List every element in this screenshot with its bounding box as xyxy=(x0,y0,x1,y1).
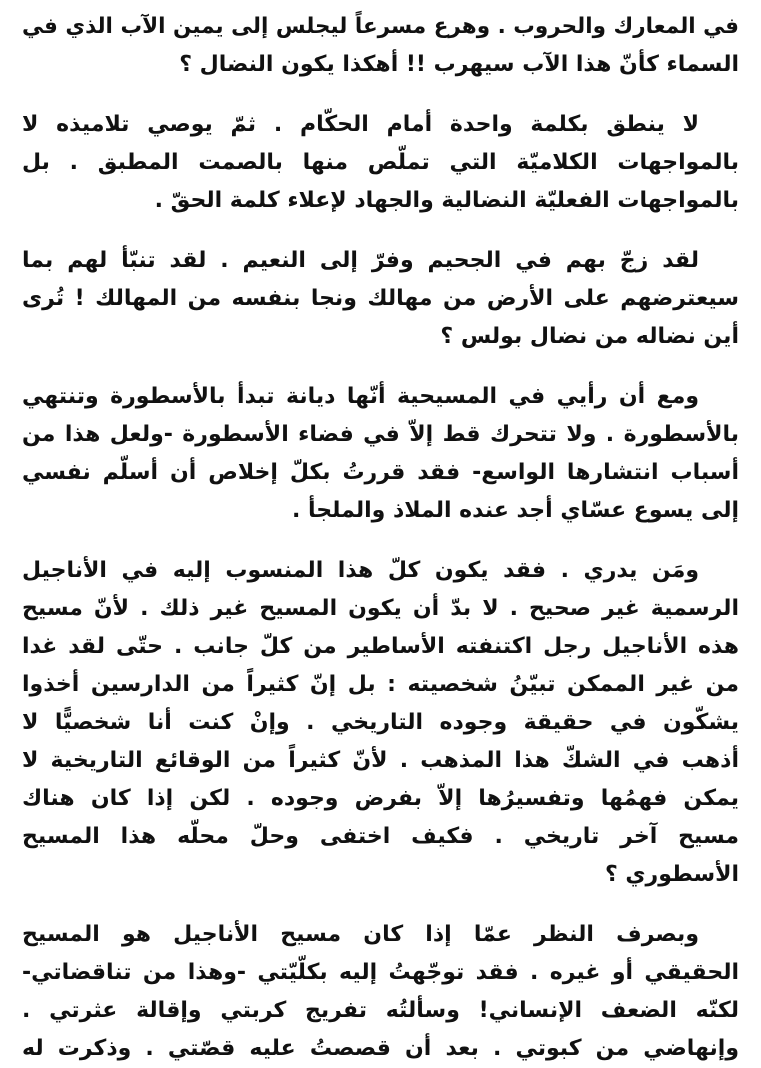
text-line: وبصرف النظر عمّا إذا كان مسيح الأناجيل هو المسيح xyxy=(22,922,699,947)
text-line: من غير الممكن تبيّنُ شخصيته : بل إنّ كثيراً من الدارسين أخذوا xyxy=(22,672,739,697)
paragraph xyxy=(22,106,739,220)
text-line: مسيح آخر تاريخي . فكيف اختفى وحلّ محلّه هذا المسيح xyxy=(22,824,739,849)
text-line: ومَن يدري . فقد يكون كلّ هذا المنسوب إليه في الأناجيل xyxy=(22,558,699,583)
text-line: الحقيقي أو غيره . فقد توجّهتُ إليه بكلّيّتي -وهذا من تناقضاتي- xyxy=(22,960,739,985)
text-line: هذه الأناجيل رجل اكتنفته الأساطير من كلّ جانب . حتّى لقد غدا xyxy=(22,634,739,659)
text-line: يشكّون في حقيقة وجوده التاريخي . وإنْ كنت أنا شخصيًّا لا xyxy=(22,710,739,735)
text-line: بالأسطورة . ولا تتحرك قط إلاّ في فضاء الأسطورة -ولعل هذا من xyxy=(22,422,739,447)
paragraph xyxy=(22,552,739,894)
text-line: وإنهاضي من كبوتي . بعد أن قصصتُ عليه قصّتي . وذكرت له xyxy=(22,1036,739,1061)
paragraph xyxy=(22,8,739,84)
text-line: السماء كأنّ هذا الآب سيهرب !! أهكذا يكون النضال ؟ xyxy=(179,52,739,77)
text-line: أذهب في الشكّ هذا المذهب . لأنّ كثيراً من الوقائع التاريخية لا xyxy=(22,748,739,773)
text-line: إلى يسوع عسّاي أجد عنده الملاذ والملجأ . xyxy=(291,498,739,523)
text-line: الرسمية غير صحيح . لا بدّ أن يكون المسيح غير ذلك . لأنّ مسيح xyxy=(22,596,739,621)
text-line: لا ينطق بكلمة واحدة أمام الحكّام . ثمّ يوصي تلاميذه لا xyxy=(22,112,699,137)
text-line: بالمواجهات الكلاميّة التي تملّص منها بالصمت المطبق . بل xyxy=(22,150,739,175)
text-line: بالمواجهات الفعليّة النضالية والجهاد لإعلاء كلمة الحقّ . xyxy=(154,188,739,213)
text-line: الأسطوري ؟ xyxy=(604,862,739,887)
text-line: يمكن فهمُها وتفسيرُها إلاّ بفرض وجوده . لكن إذا كان هناك xyxy=(22,786,739,811)
paragraph xyxy=(22,916,739,1068)
text-line: في المعارك والحروب . وهرع مسرعاً ليجلس إلى يمين الآب الذي في xyxy=(22,14,739,39)
text-line: لكنّه الضعف الإنساني! وسألتُه تفريج كربتي وإقالة عثرتي . xyxy=(22,998,739,1023)
paragraph xyxy=(22,242,739,356)
paragraph xyxy=(22,378,739,530)
text-line: سيعترضهم على الأرض من مهالك ونجا بنفسه من المهالك ! تُرى xyxy=(22,286,739,311)
text-line: ومع أن رأيي في المسيحية أنّها ديانة تبدأ بالأسطورة وتنتهي xyxy=(22,384,699,409)
text-line: لقد زجّ بهم في الجحيم وفرّ إلى النعيم . لقد تنبّأ لهم بما xyxy=(22,248,699,273)
text-line: أين نضاله من نضال بولس ؟ xyxy=(440,324,739,349)
text-line: أسباب انتشارها الواسع- فقد قررتُ بكلّ إخلاص أن أسلّم نفسي xyxy=(22,460,739,485)
